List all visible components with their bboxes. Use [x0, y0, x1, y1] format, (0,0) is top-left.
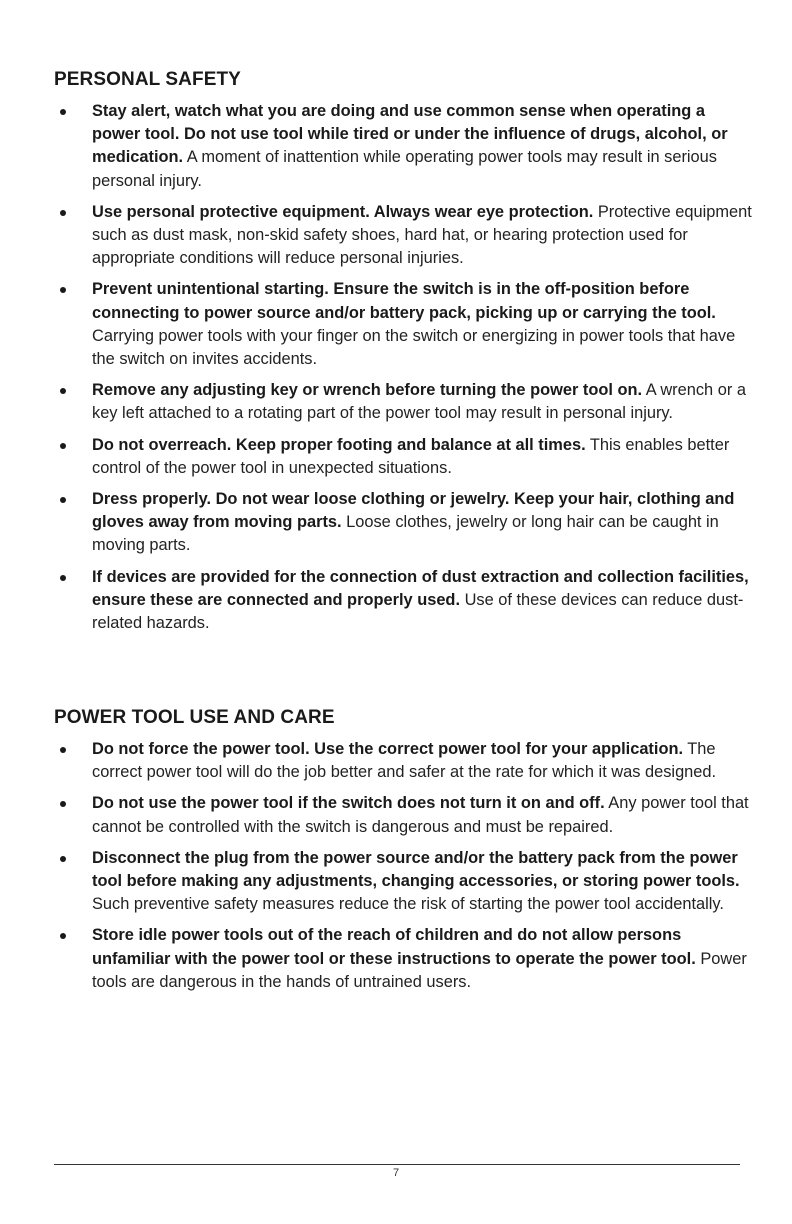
bullet-body: A wrench or a key left attached to a rotating part of the power tool may result in personal injury. — [92, 381, 746, 423]
bullet-lead: Dress properly. Do not wear loose clothing or jewelry. Keep your hair, clothing and gloves away from moving parts. — [92, 490, 735, 532]
power-tool-use-and-care-section — [54, 706, 754, 994]
list-item — [54, 847, 754, 917]
bullet-icon — [60, 933, 66, 939]
bullet-body: Loose clothes, jewelry or long hair can be caught in moving parts. — [92, 513, 719, 555]
care-bullet-list — [54, 738, 754, 994]
bullet-icon — [60, 575, 66, 581]
footer-divider — [54, 1164, 740, 1165]
bullet-lead: Stay alert, watch what you are doing and use common sense when operating a power tool. Do not use tool while tired or under the influence of drugs, alcohol, or medication. — [92, 102, 728, 167]
list-item — [54, 434, 754, 480]
bullet-icon — [60, 109, 66, 115]
bullet-icon — [60, 801, 66, 807]
bullet-lead: Remove any adjusting key or wrench before turning the power tool on. — [92, 381, 643, 400]
bullet-lead: Prevent unintentional starting. Ensure the switch is in the off-position before connecting to power source and/or battery pack, picking up or carrying the tool. — [92, 280, 716, 322]
bullet-body: Such preventive safety measures reduce the risk of starting the power tool accidentally. — [92, 895, 724, 914]
bullet-body: Any power tool that cannot be controlled with the switch is dangerous and must be repaired. — [92, 794, 749, 836]
list-item — [54, 738, 754, 784]
bullet-body: The correct power tool will do the job better and safer at the rate for which it was designed. — [92, 740, 717, 782]
list-item — [54, 924, 754, 994]
bullet-lead: Do not overreach. Keep proper footing and balance at all times. — [92, 435, 586, 454]
list-item — [54, 792, 754, 838]
bullet-icon — [60, 287, 66, 293]
bullet-lead: Store idle power tools out of the reach of children and do not allow persons unfamiliar with the power tool or these instructions to operate the power tool. — [92, 926, 696, 968]
bullet-icon — [60, 210, 66, 216]
bullet-body: A moment of inattention while operating power tools may result in serious personal injury. — [92, 148, 717, 190]
page-number: 7 — [392, 1167, 400, 1179]
bullet-icon — [60, 856, 66, 862]
list-item — [54, 488, 754, 558]
personal-safety-section — [54, 68, 754, 635]
bullet-lead: Do not use the power tool if the switch does not turn it on and off. — [92, 794, 605, 813]
bullet-body: Use of these devices can reduce dust-related hazards. — [92, 590, 744, 633]
bullet-lead: Do not force the power tool. Use the correct power tool for your application. — [92, 740, 684, 758]
bullet-body: Protective equipment such as dust mask, non-skid safety shoes, hard hat, or hearing protection used for appropriate conditions will reduce personal injuries. — [92, 202, 752, 268]
list-item — [54, 201, 754, 271]
list-item — [54, 278, 754, 371]
bullet-icon — [60, 497, 66, 503]
bullet-lead: Use personal protective equipment. Always wear eye protection. — [92, 202, 594, 221]
safety-bullet-list — [54, 100, 754, 635]
bullet-icon — [60, 747, 66, 753]
bullet-icon — [60, 443, 66, 449]
bullet-body: This enables better control of the power tool in unexpected situations. — [92, 435, 730, 477]
list-item — [54, 379, 754, 425]
section-heading: POWER TOOL USE AND CARE — [54, 707, 335, 728]
list-item — [54, 100, 754, 193]
section-heading: PERSONAL SAFETY — [54, 69, 241, 90]
list-item — [54, 566, 754, 636]
bullet-body: Power tools are dangerous in the hands of untrained users. — [92, 949, 747, 991]
bullet-lead: Disconnect the plug from the power source and/or the battery pack from the power tool before making any adjustments, changing accessories, or storing power tools. — [92, 848, 740, 891]
bullet-icon — [60, 388, 66, 394]
bullet-body: Carrying power tools with your finger on the switch or energizing in power tools that have the switch on invites accidents. — [92, 326, 736, 369]
bullet-lead: If devices are provided for the connection of dust extraction and collection facilities, ensure these are connected and properly used. — [92, 567, 749, 609]
